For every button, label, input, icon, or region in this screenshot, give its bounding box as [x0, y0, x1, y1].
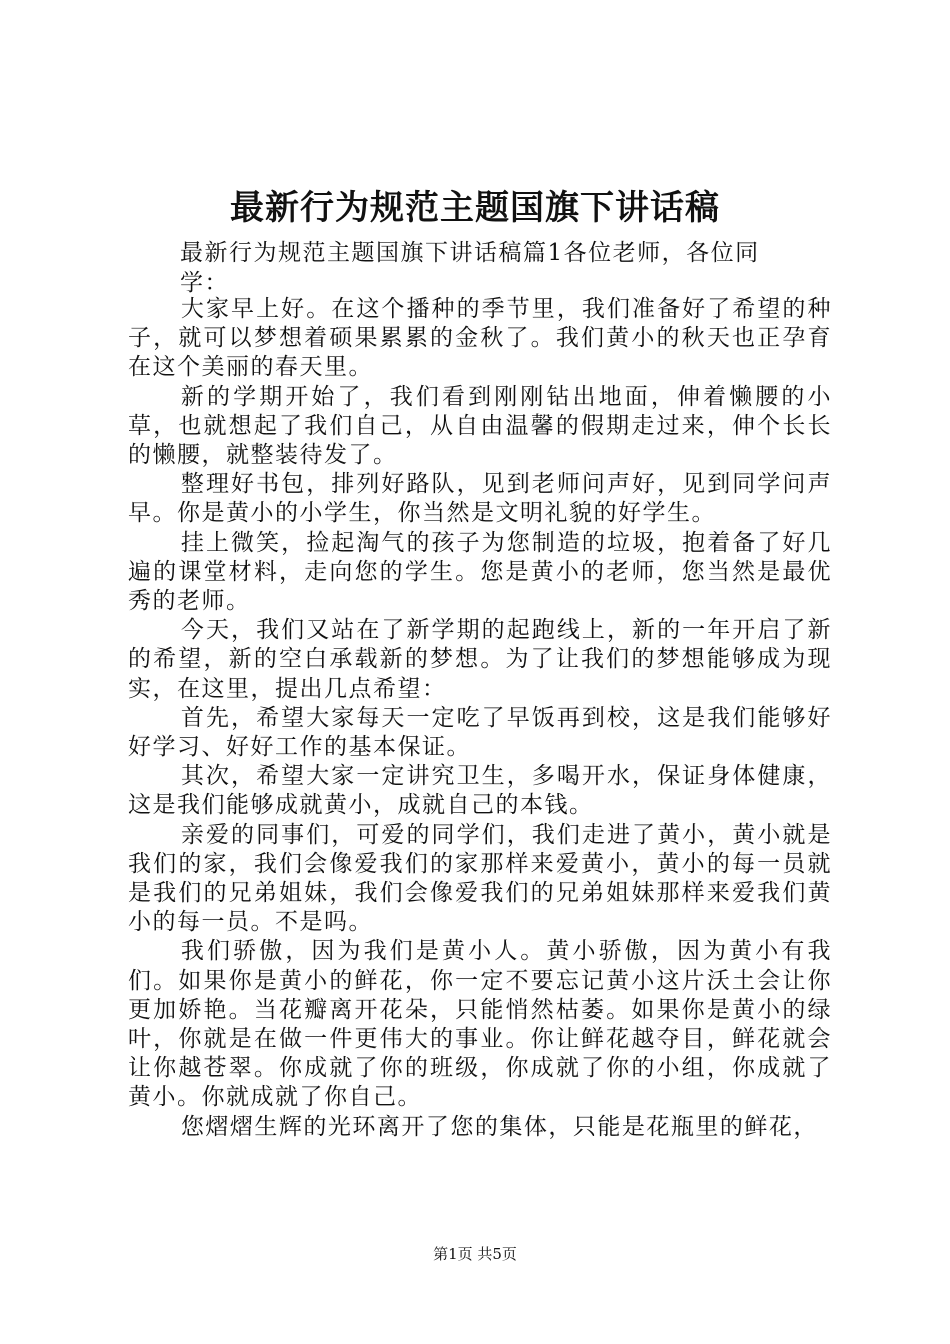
body-paragraph: 亲爱的同事们，可爱的同学们，我们走进了黄小，黄小就是我们的家，我们会像爱我们的家那样来爱黄小，黄小的每一员就是我们的兄弟姐妹，我们会像爱我们的兄弟姐妹那样来爱我们黄小的每一员。不是吗。: [128, 821, 832, 936]
body-paragraph: 新的学期开始了，我们看到刚刚钻出地面，伸着懒腰的小草，也就想起了我们自己，从自由温馨的假期走过来，伸个长长的懒腰，就整装待发了。: [128, 383, 832, 469]
document-body: [128, 295, 832, 1142]
body-paragraph: 今天，我们又站在了新学期的起跑线上，新的一年开启了新的希望，新的空白承载新的梦想。为了让我们的梦想能够成为现实，在这里，提出几点希望：: [128, 617, 832, 702]
intro-line: 最新行为规范主题国旗下讲话稿篇1各位老师，各位同学：: [180, 240, 760, 296]
body-paragraph: 大家早上好。在这个播种的季节里，我们准备好了希望的种子，就可以梦想着硕果累累的金秋了。我们黄小的秋天也正孕育在这个美丽的春天里。: [128, 296, 832, 381]
body-paragraph: 整理好书包，排列好路队，见到老师问声好，见到同学问声早。你是黄小的小学生，你当然是文明礼貌的好学生。: [128, 471, 832, 527]
body-paragraph: 您熠熠生辉的光环离开了您的集体，只能是花瓶里的鲜花，: [180, 1113, 818, 1140]
body-paragraph: 挂上微笑，捡起淘气的孩子为您制造的垃圾，抱着备了好几遍的课堂材料，走向您的学生。您是黄小的老师，您当然是最优秀的老师。: [128, 529, 832, 615]
document-title: 最新行为规范主题国旗下讲话稿: [230, 188, 720, 228]
page-footer: 第1页 共5页: [433, 1245, 517, 1263]
body-paragraph: 首先，希望大家每天一定吃了早饭再到校，这是我们能够好好学习、好好工作的基本保证。: [128, 704, 832, 761]
body-paragraph: 其次，希望大家一定讲究卫生，多喝开水，保证身体健康，这是我们能够成就黄小，成就自己的本钱。: [128, 763, 832, 819]
body-paragraph: 我们骄傲，因为我们是黄小人。黄小骄傲，因为黄小有我们。如果你是黄小的鲜花，你一定不要忘记黄小这片沃土会让你更加娇艳。当花瓣离开花朵，只能悄然枯萎。如果你是黄小的绿叶，你就是在做一件更伟大的事业。你让鲜花越夺目，鲜花就会让你越苍翠。你成就了你的班级，你成就了你的小组，你成就了黄小。你就成就了你自己。: [128, 938, 832, 1111]
